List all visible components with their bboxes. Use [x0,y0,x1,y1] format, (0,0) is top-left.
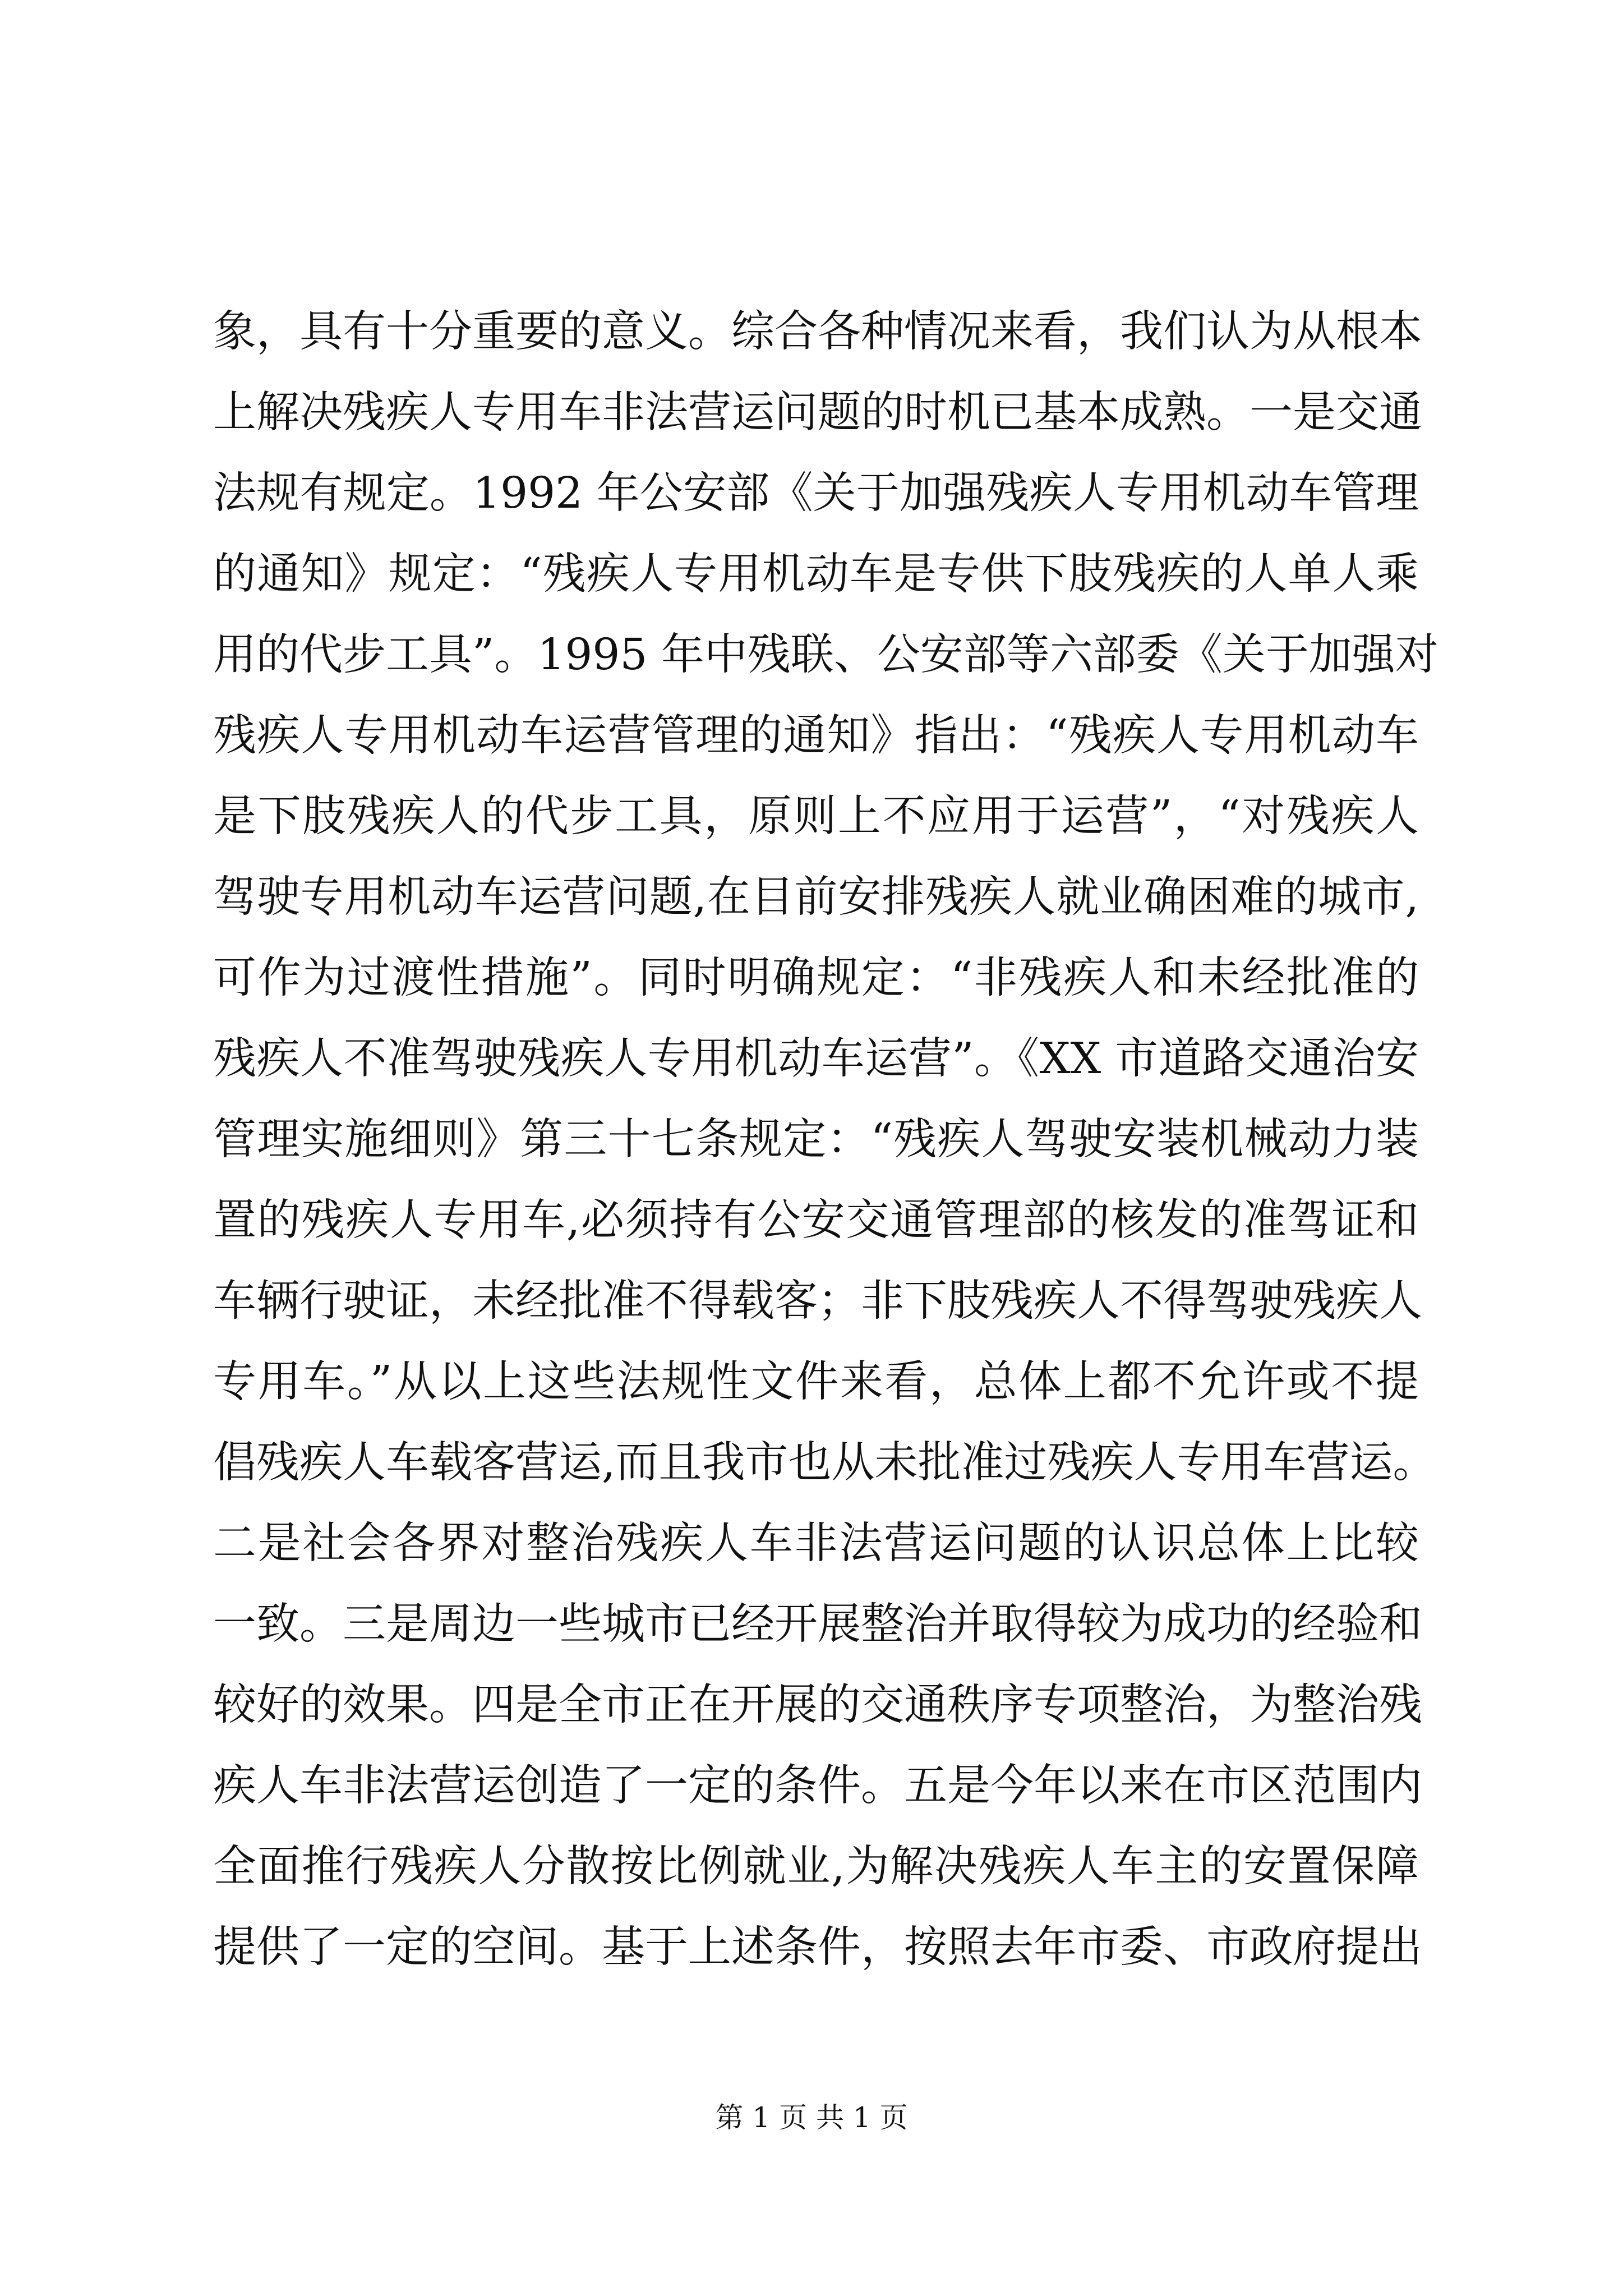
text-line: 残疾人专用机动车运营管理的通知》指出：“残疾人专用机动车 [213,711,1419,761]
text-line: 一致。三是周边一些城市已经开展整治并取得较为成功的经验和 [213,1599,1422,1649]
text-line: 的通知》规定：“残疾人专用机动车是专供下肢残疾的人单人乘 [213,549,1419,599]
text-line: 驾驶专用机动车运营问题,在目前安排残疾人就业确困难的城市, [213,872,1419,922]
text-line: 倡残疾人车载客营运,而且我市也从未批准过残疾人专用车营运。 [213,1438,1436,1488]
text-line: 疾人车非法营运创造了一定的条件。五是今年以来在市区范围内 [213,1761,1422,1811]
text-line: 全面推行残疾人分散按比例就业,为解决残疾人车主的安置保障 [213,1842,1419,1892]
text-line: 置的残疾人专用车,必须持有公安交通管理部的核发的准驾证和 [213,1195,1419,1245]
body-paragraph [213,292,1438,1988]
text-line: 车辆行驶证，未经批准不得载客；非下肢残疾人不得驾驶残疾人 [213,1276,1422,1326]
text-line: 二是社会各界对整治残疾人车非法营运问题的认识总体上比较 [213,1519,1419,1568]
text-line: 是下肢残疾人的代步工具，原则上不应用于运营”，“对残疾人 [213,792,1419,841]
text-line: 较好的效果。四是全市正在开展的交通秩序专项整治，为整治残 [213,1680,1422,1730]
text-line: 残疾人不准驾驶残疾人专用机动车运营”。《XX 市道路交通治安 [213,1034,1419,1084]
text-line: 法规有规定。1992 年公安部《关于加强残疾人专用机动车管理 [213,468,1419,518]
text-line: 上解决残疾人专用车非法营运问题的时机已基本成熟。一是交通 [213,388,1422,438]
text-line: 用的代步工具”。1995 年中残联、公安部等六部委《关于加强对 [213,630,1438,680]
text-line: 可作为过渡性措施”。同时明确规定：“非残疾人和未经批准的 [213,953,1419,1003]
text-line: 管理实施细则》第三十七条规定：“残疾人驾驶安装机械动力装 [213,1115,1419,1165]
page-number-footer: 第 1 页 共 1 页 [715,2101,908,2134]
text-line: 专用车。”从以上这些法规性文件来看，总体上都不允许或不提 [213,1357,1419,1407]
text-line: 提供了一定的空间。基于上述条件，按照去年市委、市政府提出 [213,1922,1422,1972]
text-line: 象，具有十分重要的意义。综合各种情况来看，我们认为从根本 [213,307,1422,357]
